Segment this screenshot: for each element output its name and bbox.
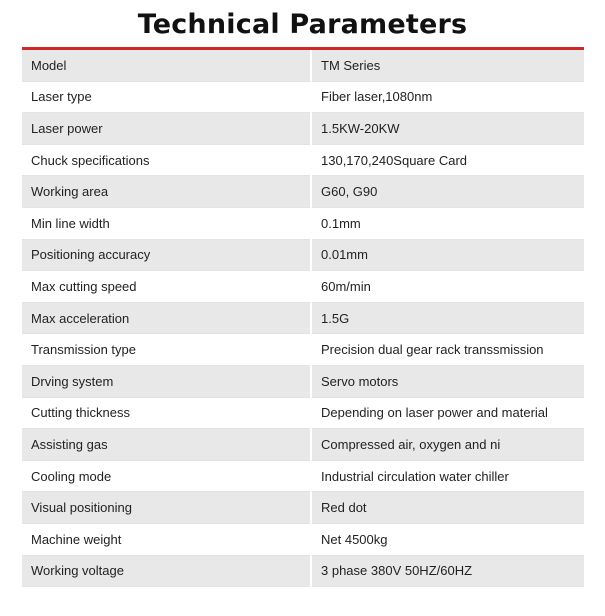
table-row <box>22 207 584 239</box>
table-row <box>22 113 584 145</box>
table-row <box>22 555 584 587</box>
parameter-value: Red dot <box>311 492 584 524</box>
table-row <box>22 523 584 555</box>
table-row <box>22 397 584 429</box>
parameter-name: Max cutting speed <box>22 271 311 303</box>
table-row <box>22 429 584 461</box>
table-row <box>22 144 584 176</box>
parameter-value: Precision dual gear rack transsmission <box>311 334 584 366</box>
table-row <box>22 176 584 208</box>
parameter-name: Min line width <box>22 207 311 239</box>
table-row <box>22 81 584 113</box>
parameter-value: Servo motors <box>311 365 584 397</box>
page-title: Technical Parameters <box>137 9 468 40</box>
parameter-name: Positioning accuracy <box>22 239 311 271</box>
parameter-name: Model <box>22 50 311 81</box>
parameter-name: Visual positioning <box>22 492 311 524</box>
parameter-name: Working voltage <box>22 555 311 587</box>
parameter-name: Machine weight <box>22 523 311 555</box>
parameter-name: Max acceleration <box>22 302 311 334</box>
table-row <box>22 365 584 397</box>
table-row <box>22 239 584 271</box>
parameter-name: Assisting gas <box>22 429 311 461</box>
parameter-name: Drving system <box>22 365 311 397</box>
parameter-name: Laser type <box>22 81 311 113</box>
table-row <box>22 50 584 81</box>
parameter-value: Depending on laser power and material <box>311 397 584 429</box>
parameter-name: Chuck specifications <box>22 144 311 176</box>
table-row <box>22 492 584 524</box>
parameter-value: 1.5KW-20KW <box>311 113 584 145</box>
table-row <box>22 271 584 303</box>
parameter-value: Fiber laser,1080nm <box>311 81 584 113</box>
parameter-value: Net 4500kg <box>311 523 584 555</box>
spec-table <box>22 50 584 587</box>
table-row <box>22 302 584 334</box>
parameter-value: 0.01mm <box>311 239 584 271</box>
parameter-name: Cooling mode <box>22 460 311 492</box>
table-row <box>22 460 584 492</box>
parameter-value: G60, G90 <box>311 176 584 208</box>
parameter-name: Working area <box>22 176 311 208</box>
parameter-value: 1.5G <box>311 302 584 334</box>
parameter-name: Transmission type <box>22 334 311 366</box>
parameter-value: 130,170,240Square Card <box>311 144 584 176</box>
parameter-name: Laser power <box>22 113 311 145</box>
parameter-value: TM Series <box>311 50 584 81</box>
parameter-value: 3 phase 380V 50HZ/60HZ <box>311 555 584 587</box>
parameter-name: Cutting thickness <box>22 397 311 429</box>
parameter-value: Industrial circulation water chiller <box>311 460 584 492</box>
spec-table-body <box>22 50 584 587</box>
table-row <box>22 334 584 366</box>
parameter-value: Compressed air, oxygen and ni <box>311 429 584 461</box>
parameter-value: 0.1mm <box>311 207 584 239</box>
parameter-value: 60m/min <box>311 271 584 303</box>
